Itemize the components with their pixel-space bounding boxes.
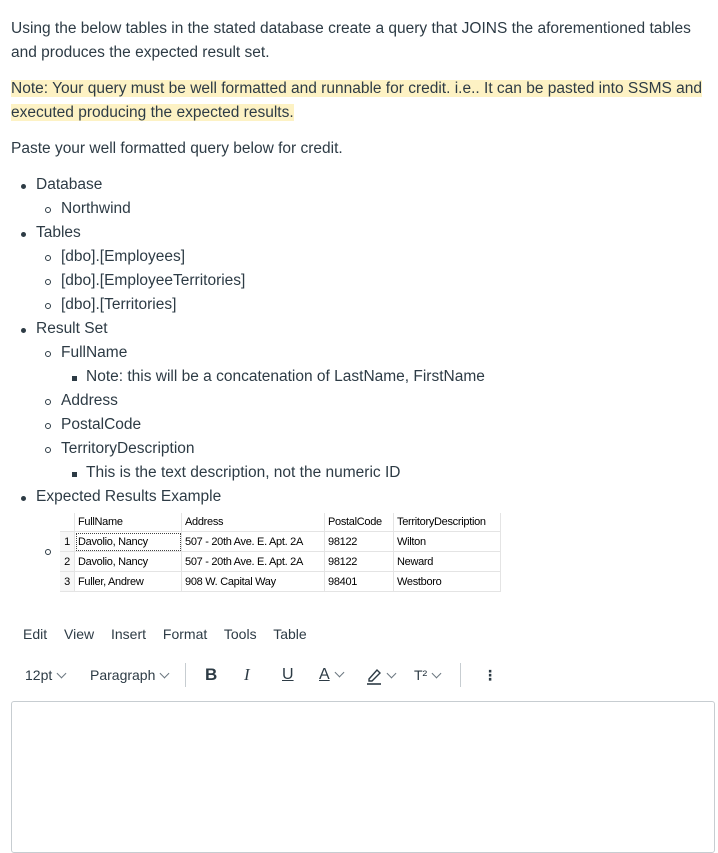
highlighter-icon <box>366 667 382 685</box>
list-address: Address <box>61 392 118 409</box>
highlight-color-button[interactable] <box>366 663 395 687</box>
cell: Davolio, Nancy <box>75 532 182 552</box>
menu-tools[interactable]: Tools <box>223 626 257 642</box>
menu-edit[interactable]: Edit <box>23 626 48 642</box>
list-result-label: Result Set <box>36 320 108 337</box>
table-row: 1 Davolio, Nancy 507 - 20th Ave. E. Apt. 2A 98122 Wilton <box>60 532 501 552</box>
italic-button[interactable]: I <box>244 665 250 684</box>
bullet-circle <box>45 549 51 555</box>
bold-button[interactable]: B <box>205 665 218 684</box>
chevron-down-icon <box>432 669 442 679</box>
list-postal: PostalCode <box>61 416 142 433</box>
bullet-circle <box>45 279 51 285</box>
bullet-disc <box>21 328 26 333</box>
list-territory: TerritoryDescription <box>61 440 195 457</box>
cell: Wilton <box>394 532 501 552</box>
paste-instruction: Paste your well formatted query below for credit. <box>11 140 343 157</box>
underline-button[interactable]: U <box>282 666 294 683</box>
cell: 908 W. Capital Way <box>182 572 325 592</box>
bullet-circle <box>45 351 51 357</box>
text-color-button[interactable]: A <box>319 663 343 687</box>
cell: 98401 <box>325 572 394 592</box>
bullet-circle <box>45 255 51 261</box>
note-text: Note: Your query must be well formatted and runnable for credit. i.e.. It can be pasted into SSMS and executed producing the expected results. <box>11 80 703 121</box>
bullet-disc <box>21 184 26 189</box>
chevron-down-icon <box>160 669 170 679</box>
menu-view[interactable]: View <box>64 626 95 642</box>
list-database: Northwind <box>61 200 131 217</box>
cell: Davolio, Nancy <box>75 552 182 572</box>
block-format-dropdown[interactable]: Paragraph <box>90 663 168 687</box>
col-header: FullName <box>75 513 182 532</box>
more-options-icon[interactable]: ⋮ <box>483 667 497 683</box>
menu-format[interactable]: Format <box>162 626 208 642</box>
list-table: [dbo].[Employees] <box>61 248 186 265</box>
bullet-disc <box>21 496 26 501</box>
chevron-down-icon <box>387 669 397 679</box>
bullet-circle <box>45 423 51 429</box>
table-row: 3 Fuller, Andrew 908 W. Capital Way 98401 Westboro <box>60 572 501 592</box>
list-expected-label: Expected Results Example <box>36 488 222 505</box>
chevron-down-icon <box>334 668 344 678</box>
list-tables-label: Tables <box>36 224 81 241</box>
cell: Westboro <box>394 572 501 592</box>
cell: 507 - 20th Ave. E. Apt. 2A <box>182 532 325 552</box>
cell: Fuller, Andrew <box>75 572 182 592</box>
intro-text: Using the below tables in the stated database create a query that JOINS the aforementioned tables and produces the expected result set. <box>11 20 691 61</box>
col-header: TerritoryDescription <box>394 513 501 532</box>
bullet-square <box>72 376 77 381</box>
query-editor-area[interactable] <box>11 701 715 853</box>
list-database-label: Database <box>36 176 103 193</box>
menu-insert[interactable]: Insert <box>111 626 147 642</box>
cell: 98122 <box>325 552 394 572</box>
menu-table[interactable]: Table <box>273 626 307 642</box>
bullet-square <box>72 472 77 477</box>
toolbar-divider <box>460 663 461 687</box>
list-table: [dbo].[EmployeeTerritories] <box>61 272 246 289</box>
expected-results-image <box>60 513 527 593</box>
bullet-circle <box>45 447 51 453</box>
editor-toolbar <box>25 663 705 689</box>
cell: 507 - 20th Ave. E. Apt. 2A <box>182 552 325 572</box>
col-header: Address <box>182 513 325 532</box>
table-row: 2 Davolio, Nancy 507 - 20th Ave. E. Apt. 2A 98122 Neward <box>60 552 501 572</box>
bullet-circle <box>45 303 51 309</box>
list-fullname: FullName <box>61 344 128 361</box>
bullet-circle <box>45 399 51 405</box>
superscript-button[interactable]: T² <box>414 663 440 687</box>
cell: 98122 <box>325 532 394 552</box>
list-table: [dbo].[Territories] <box>61 296 177 313</box>
cell: Neward <box>394 552 501 572</box>
list-territory-note: This is the text description, not the numeric ID <box>86 464 401 481</box>
list-fullname-note: Note: this will be a concatenation of LastName, FirstName <box>86 368 485 385</box>
editor-menubar <box>23 626 320 642</box>
font-size-dropdown[interactable]: 12pt <box>25 663 65 687</box>
toolbar-divider <box>185 663 186 687</box>
bullet-disc <box>21 232 26 237</box>
bullet-circle <box>45 207 51 213</box>
chevron-down-icon <box>57 669 67 679</box>
col-header: PostalCode <box>325 513 394 532</box>
